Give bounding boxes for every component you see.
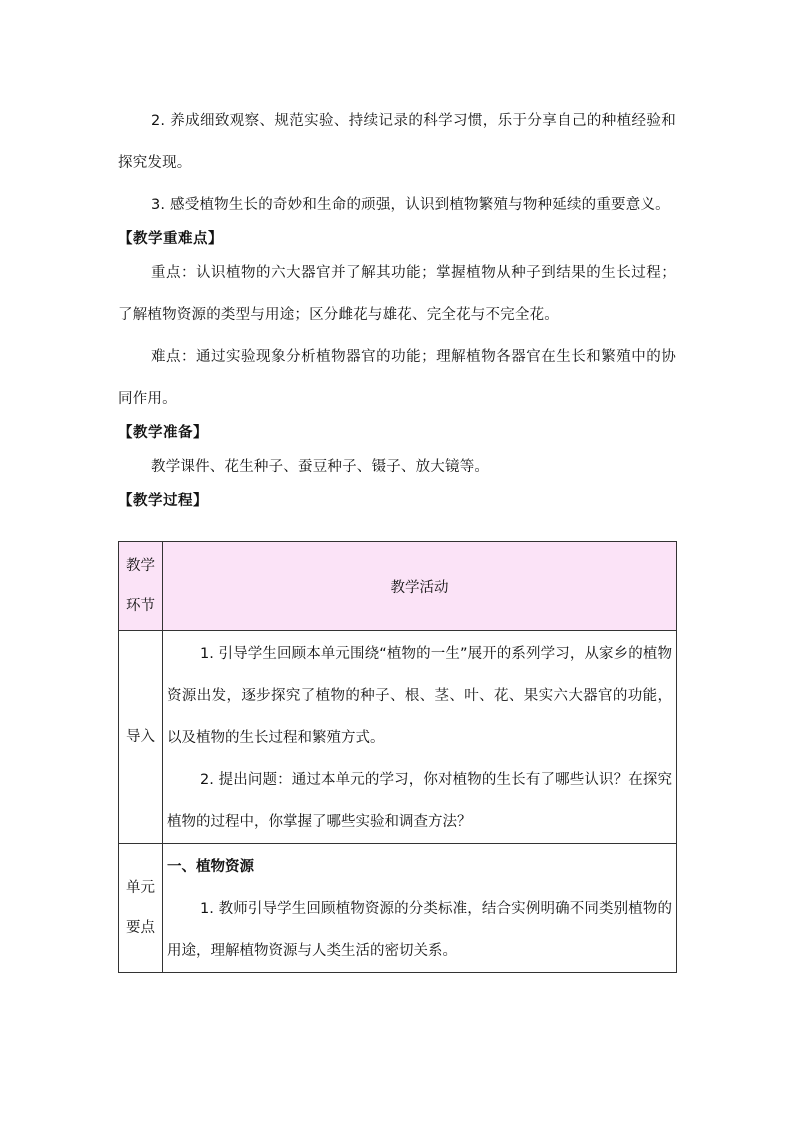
plant-resources-subheading: 一、植物资源 bbox=[167, 859, 254, 875]
header-stage-cell bbox=[119, 542, 163, 631]
activity-intro bbox=[163, 631, 677, 844]
table-header-row bbox=[119, 542, 677, 631]
stage-unit-line1: 单元 bbox=[126, 880, 155, 896]
process-heading: 【教学过程】 bbox=[118, 493, 208, 509]
header-activity-cell: 教学活动 bbox=[163, 542, 677, 631]
preparation-text: 教学课件、花生种子、蚕豆种子、镊子、放大镜等。 bbox=[151, 459, 490, 475]
lesson-plan-body bbox=[118, 100, 676, 514]
header-stage-line2: 环节 bbox=[126, 598, 155, 614]
stage-unit-points bbox=[119, 844, 163, 973]
goal-3: 3. 感受植物生长的奇妙和生命的顽强，认识到植物繁殖与物种延续的重要意义。 bbox=[151, 197, 670, 213]
header-stage-line1: 教学 bbox=[126, 558, 155, 574]
teaching-process-table bbox=[118, 541, 677, 973]
activity-unit-points bbox=[163, 844, 677, 973]
intro-paragraph-1: 1. 引导学生回顾本单元围绕“植物的一生”展开的系列学习，从家乡的植物资源出发，逐步探究了植物的种子、根、茎、叶、花、果实六大器官的功能，以及植物的生长过程和繁殖方式。 bbox=[167, 646, 672, 746]
stage-unit-line2: 要点 bbox=[126, 920, 155, 936]
key-points: 重点：认识植物的六大器官并了解其功能；掌握植物从种子到结果的生长过程；了解植物资源的类型与用途；区分雌花与雄花、完全花与不完全花。 bbox=[118, 265, 676, 323]
table-row bbox=[119, 844, 677, 973]
difficult-points: 难点：通过实验现象分析植物器官的功能；理解植物各器官在生长和繁殖中的协同作用。 bbox=[118, 349, 676, 407]
intro-paragraph-2: 2. 提出问题：通过本单元的学习，你对植物的生长有了哪些认识？在探究植物的过程中，你掌握了哪些实验和调查方法？ bbox=[167, 772, 672, 830]
unit-paragraph-1: 1. 教师引导学生回顾植物资源的分类标准，结合实例明确不同类别植物的用途，理解植物资源与人类生活的密切关系。 bbox=[167, 901, 672, 959]
table-row bbox=[119, 631, 677, 844]
difficulty-heading: 【教学重难点】 bbox=[118, 231, 223, 247]
goal-2: 2. 养成细致观察、规范实验、持续记录的科学习惯，乐于分享自己的种植经验和探究发现。 bbox=[118, 113, 676, 171]
preparation-heading: 【教学准备】 bbox=[118, 425, 208, 441]
stage-intro: 导入 bbox=[119, 631, 163, 844]
